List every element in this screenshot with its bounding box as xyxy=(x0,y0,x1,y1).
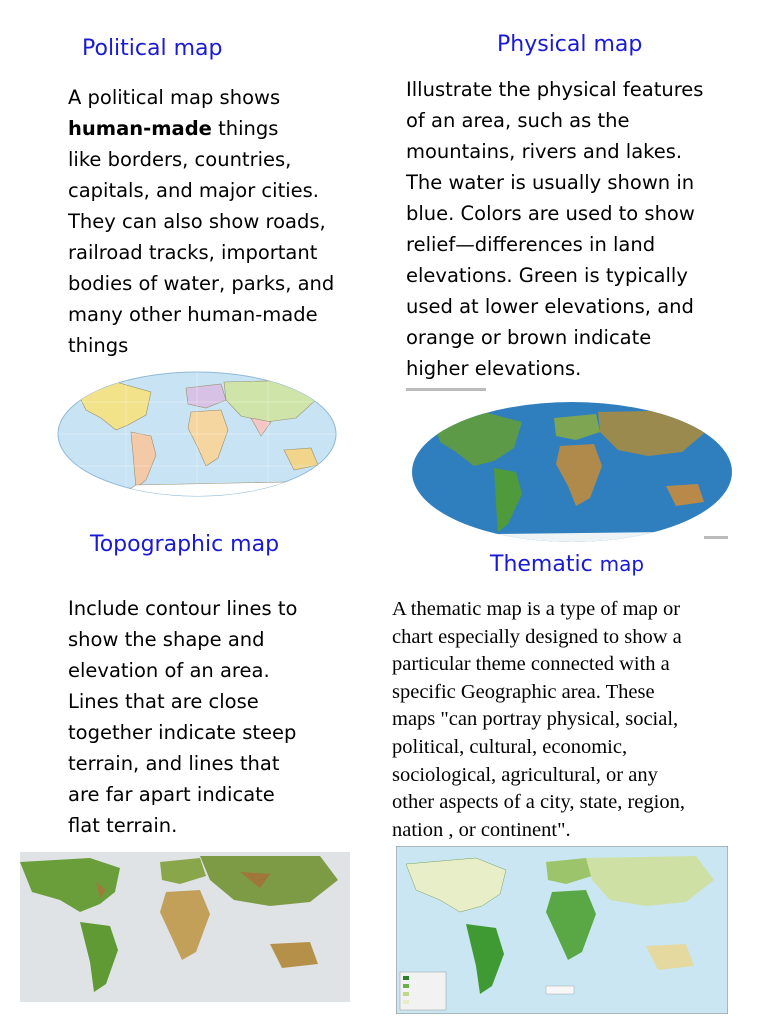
thematic-map-description xyxy=(392,596,685,844)
topographic-line-4: Lines that are close xyxy=(68,690,259,713)
physical-line-1: Illustrate the physical features xyxy=(406,78,704,101)
physical-world-map-image xyxy=(404,386,736,544)
topographic-line-7: are far apart indicate xyxy=(68,783,275,806)
political-line-9: things xyxy=(68,334,129,357)
thematic-line-7: sociological, agricultural, or any xyxy=(392,763,658,786)
political-map-description xyxy=(68,82,334,361)
topographic-world-map-image xyxy=(20,852,350,1002)
physical-line-7: elevations. Green is typically xyxy=(406,264,688,287)
physical-line-4: The water is usually shown in xyxy=(406,171,695,194)
thematic-line-2: chart especially designed to show a xyxy=(392,625,682,648)
political-world-map-image xyxy=(56,370,338,498)
political-line-3: like borders, countries, xyxy=(68,148,292,171)
thematic-map-heading xyxy=(490,552,644,577)
political-line-1: A political map shows xyxy=(68,86,281,109)
topographic-map-heading: Topographic map xyxy=(90,532,280,557)
physical-line-2: of an area, such as the xyxy=(406,109,630,132)
political-line-8: many other human-made xyxy=(68,303,318,326)
thematic-line-3: particular theme connected with a xyxy=(392,653,670,676)
topographic-line-6: terrain, and lines that xyxy=(68,752,280,775)
topographic-line-3: elevation of an area. xyxy=(68,659,270,682)
physical-line-9: orange or brown indicate xyxy=(406,326,652,349)
political-line-6: railroad tracks, important xyxy=(68,241,318,264)
political-map-heading: Political map xyxy=(82,36,223,61)
political-bold-term: human-made xyxy=(68,117,212,140)
physical-map-description xyxy=(406,74,703,384)
thematic-line-6: political, cultural, economic, xyxy=(392,735,628,758)
thematic-line-9: nation , or continent". xyxy=(392,818,571,841)
thematic-line-1: A thematic map is a type of map or xyxy=(392,598,681,620)
physical-line-3: mountains, rivers and lakes. xyxy=(406,140,683,163)
topographic-map-description xyxy=(68,593,297,841)
thematic-line-8: other aspects of a city, state, region, xyxy=(392,791,685,814)
physical-line-6: relief—differences in land xyxy=(406,233,656,256)
thematic-world-map-image xyxy=(396,846,728,1014)
topographic-line-5: together indicate steep xyxy=(68,721,297,744)
topographic-line-8: flat terrain. xyxy=(68,814,178,837)
political-line-5: They can also show roads, xyxy=(68,210,326,233)
political-line-7: bodies of water, parks, and xyxy=(68,272,335,295)
physical-line-5: blue. Colors are used to show xyxy=(406,202,695,225)
topographic-line-1: Include contour lines to xyxy=(68,597,298,620)
thematic-heading-small: map xyxy=(599,552,645,576)
thematic-line-5: maps "can portray physical, social, xyxy=(392,708,679,731)
political-line-2-rest: things xyxy=(211,117,279,140)
physical-map-heading: Physical map xyxy=(497,32,643,57)
thematic-line-4: specific Geographic area. These xyxy=(392,680,655,703)
political-line-4: capitals, and major cities. xyxy=(68,179,319,202)
physical-line-10: higher elevations. xyxy=(406,357,582,380)
thematic-heading-main: Thematic xyxy=(490,552,593,577)
topographic-line-2: show the shape and xyxy=(68,628,265,651)
political-line-2 xyxy=(68,113,334,144)
physical-line-8: used at lower elevations, and xyxy=(406,295,694,318)
